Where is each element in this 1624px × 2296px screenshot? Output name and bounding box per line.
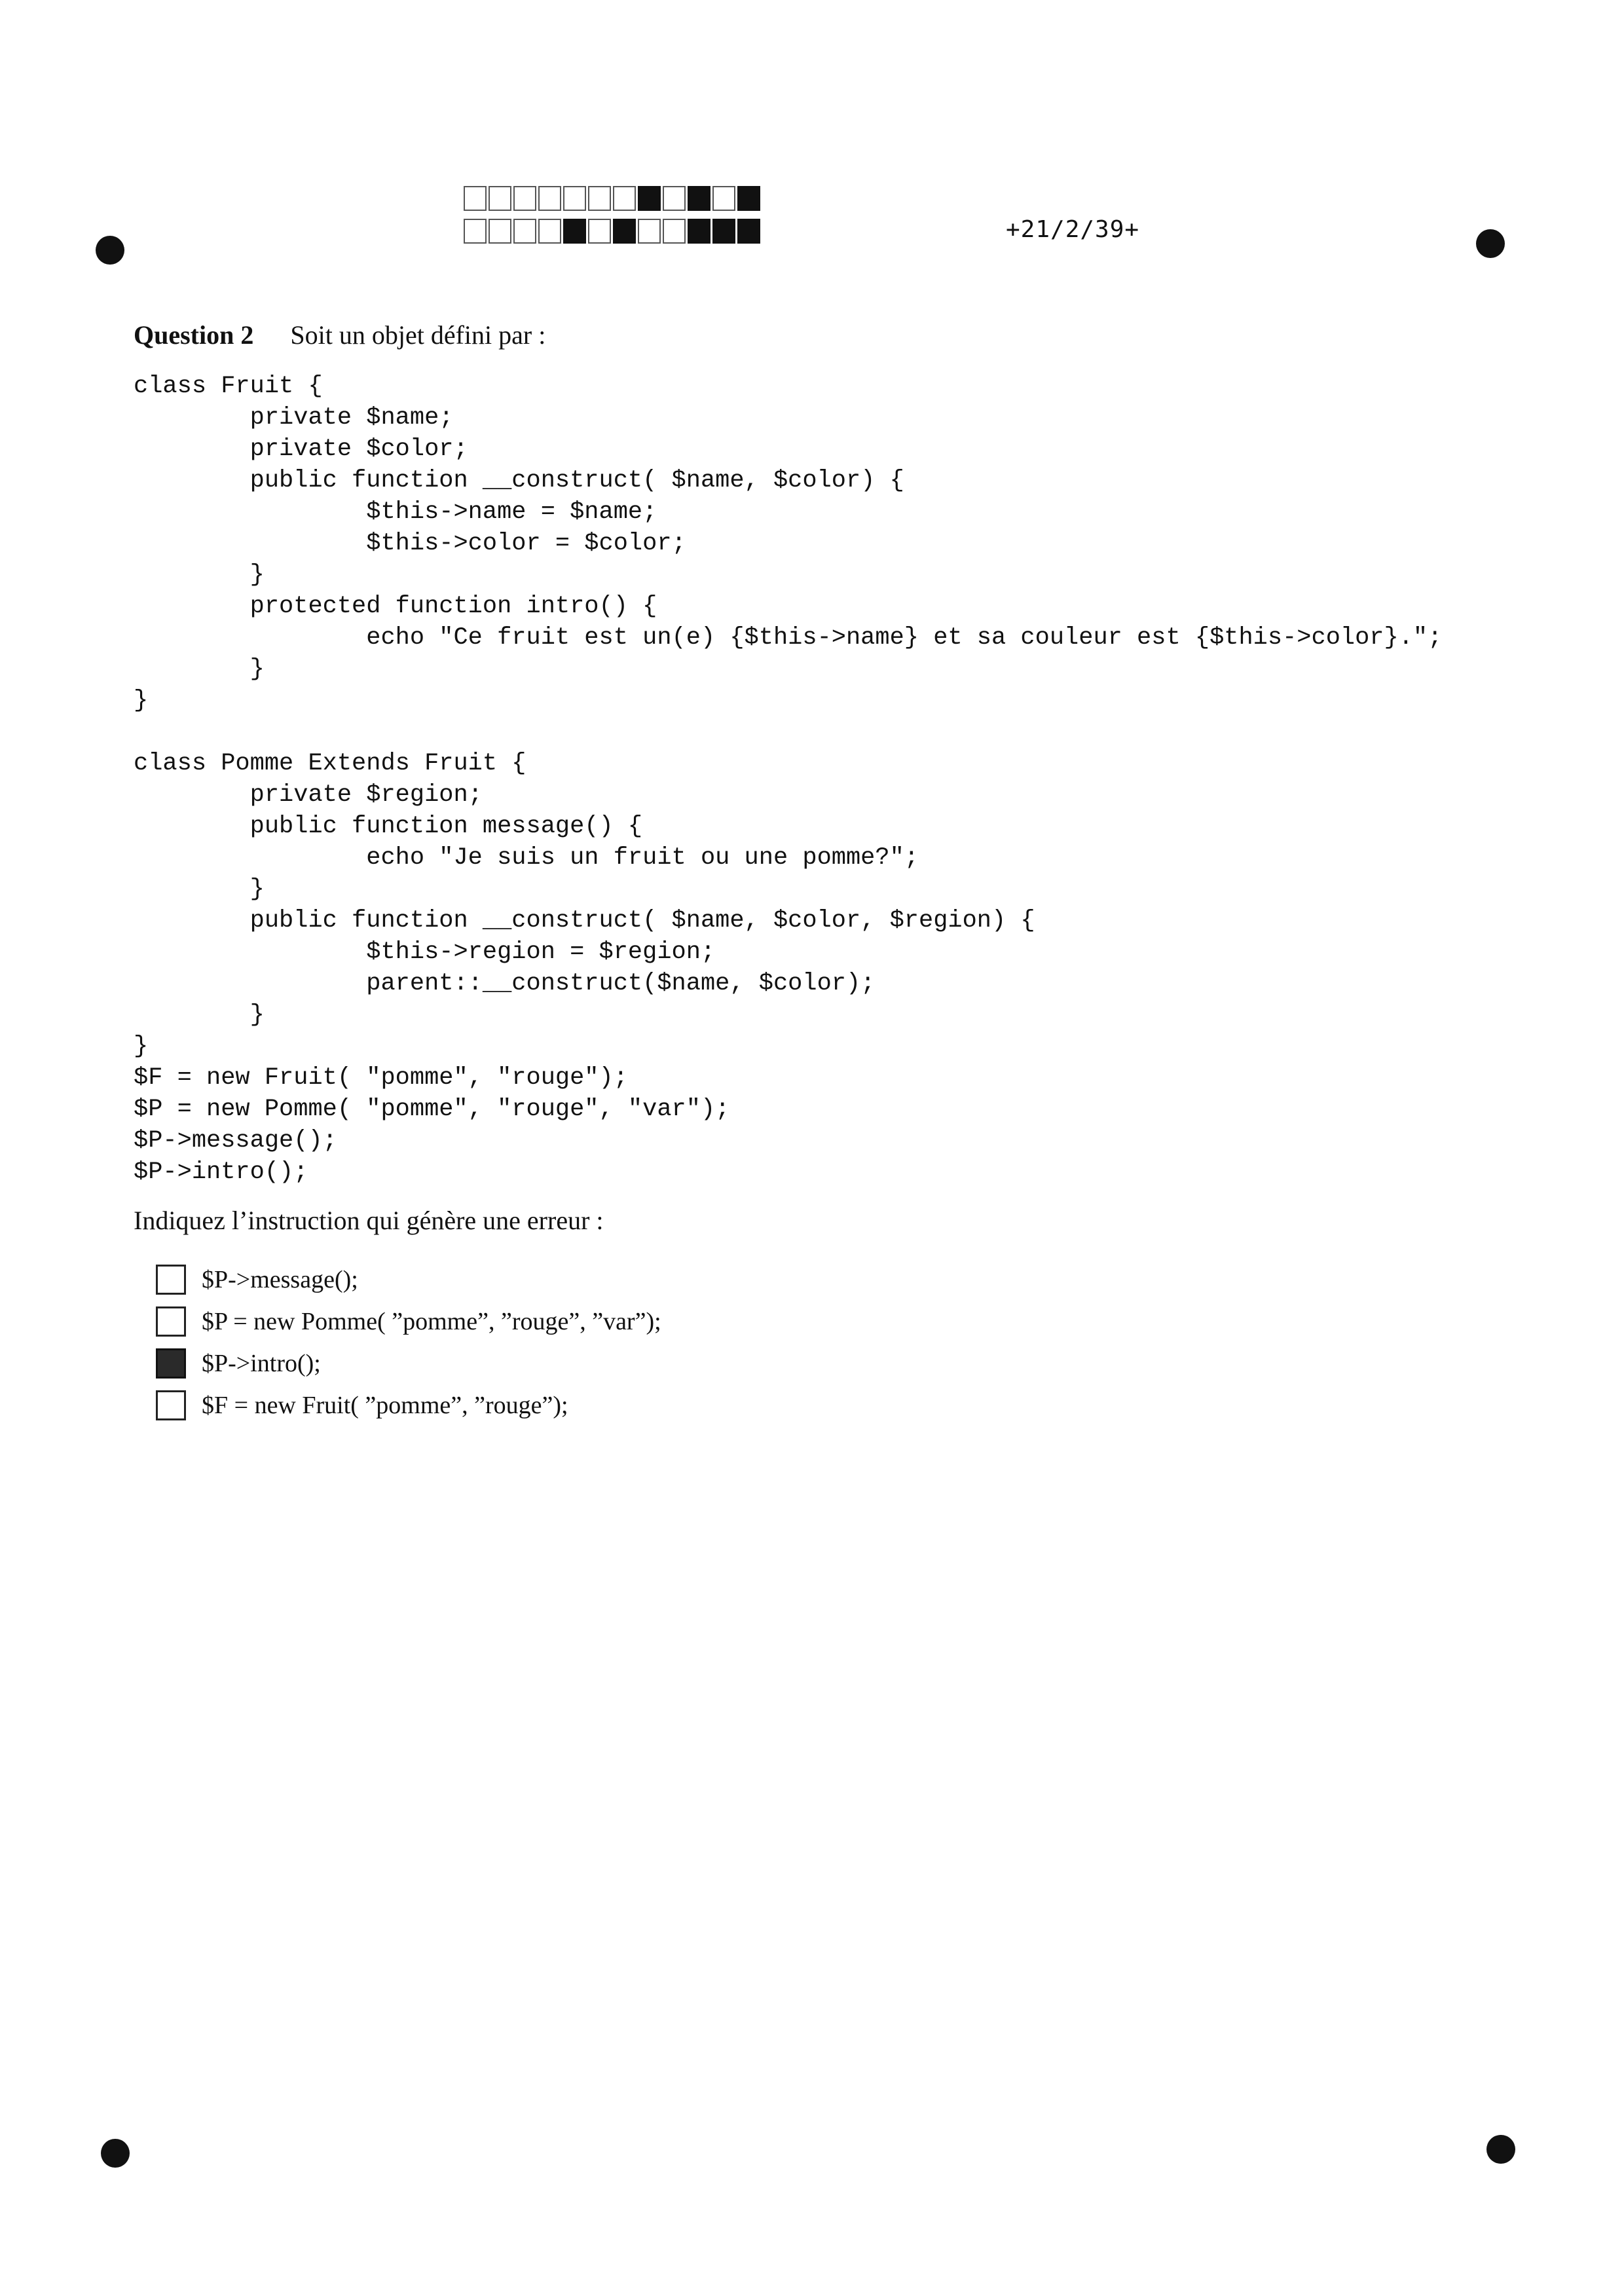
registration-mark-bottom-left: [101, 2139, 130, 2168]
code-line: }: [134, 656, 265, 683]
registration-mark-top-right: [1476, 229, 1505, 258]
choice-label: $P->message();: [202, 1266, 358, 1293]
code-cell: [663, 219, 686, 244]
code-line: public function __construct( $name, $color, $region) {: [134, 907, 1035, 935]
code-line: }: [134, 1033, 149, 1060]
code-line: private $name;: [134, 404, 454, 432]
code-cell: [464, 186, 487, 211]
code-cell: [513, 219, 536, 244]
code-line: $P->intro();: [134, 1158, 308, 1186]
choice-3[interactable]: [156, 1342, 661, 1384]
code-cell: [464, 219, 487, 244]
code-cell: [588, 219, 611, 244]
code-cell: [688, 219, 710, 244]
code-line: class Pomme Extends Fruit {: [134, 750, 526, 777]
code-line: $this->color = $color;: [134, 530, 686, 557]
choice-4[interactable]: [156, 1384, 661, 1426]
choice-label: $P = new Pomme( ”pomme”, ”rouge”, ”var”);: [202, 1308, 661, 1335]
code-line: echo "Je suis un fruit ou une pomme?";: [134, 844, 919, 872]
code-line: }: [134, 1001, 265, 1029]
code-cell: [513, 186, 536, 211]
choice-1[interactable]: [156, 1259, 661, 1301]
code-line: }: [134, 876, 265, 903]
code-cell: [638, 186, 661, 211]
code-cell: [613, 219, 636, 244]
code-line: class Fruit {: [134, 373, 323, 400]
code-line: $this->name = $name;: [134, 498, 657, 526]
code-cell: [489, 219, 511, 244]
code-line: parent::__construct($name, $color);: [134, 970, 876, 997]
code-line: private $color;: [134, 435, 468, 463]
checkbox[interactable]: [156, 1390, 186, 1420]
code-line: [134, 716, 1442, 748]
code-line: public function message() {: [134, 813, 643, 840]
code-line: $P = new Pomme( "pomme", "rouge", "var");: [134, 1096, 730, 1123]
code-cell: [663, 186, 686, 211]
choice-label: $P->intro();: [202, 1350, 321, 1377]
checkbox[interactable]: [156, 1348, 186, 1379]
code-line: public function __construct( $name, $color) {: [134, 467, 904, 494]
code-cell: [737, 186, 760, 211]
code-cell: [737, 219, 760, 244]
question-header: [134, 320, 545, 350]
code-line: }: [134, 561, 265, 589]
code-cell: [538, 186, 561, 211]
code-listing: [134, 371, 1442, 1188]
question-intro: Soit un objet défini par :: [290, 320, 546, 350]
code-row-1: [464, 186, 762, 211]
code-cell: [638, 219, 661, 244]
code-cell: [563, 186, 586, 211]
choice-label: $F = new Fruit( ”pomme”, ”rouge”);: [202, 1392, 568, 1419]
code-line: $F = new Fruit( "pomme", "rouge");: [134, 1064, 628, 1092]
code-cell: [712, 219, 735, 244]
choice-2[interactable]: [156, 1301, 661, 1342]
answer-choices: [156, 1259, 661, 1426]
registration-mark-top-left: [96, 236, 124, 265]
code-line: }: [134, 687, 149, 714]
code-line: protected function intro() {: [134, 593, 657, 620]
code-line: private $region;: [134, 781, 483, 809]
code-line: $P->message();: [134, 1127, 337, 1155]
checkbox[interactable]: [156, 1265, 186, 1295]
checkbox[interactable]: [156, 1306, 186, 1337]
question-number: Question 2: [134, 320, 254, 350]
question-prompt: Indiquez l’instruction qui génère une erreur :: [134, 1206, 604, 1235]
registration-mark-bottom-right: [1486, 2135, 1515, 2164]
page-id: +21/2/39+: [1006, 216, 1140, 243]
code-cell: [688, 186, 710, 211]
code-line: $this->region = $region;: [134, 938, 716, 966]
code-cell: [588, 186, 611, 211]
code-cell: [563, 219, 586, 244]
page-code-grid: [464, 186, 762, 251]
code-cell: [613, 186, 636, 211]
code-line: echo "Ce fruit est un(e) {$this->name} et sa couleur est {$this->color}.";: [134, 624, 1443, 652]
code-cell: [712, 186, 735, 211]
code-cell: [538, 219, 561, 244]
code-row-2: [464, 219, 762, 244]
code-cell: [489, 186, 511, 211]
